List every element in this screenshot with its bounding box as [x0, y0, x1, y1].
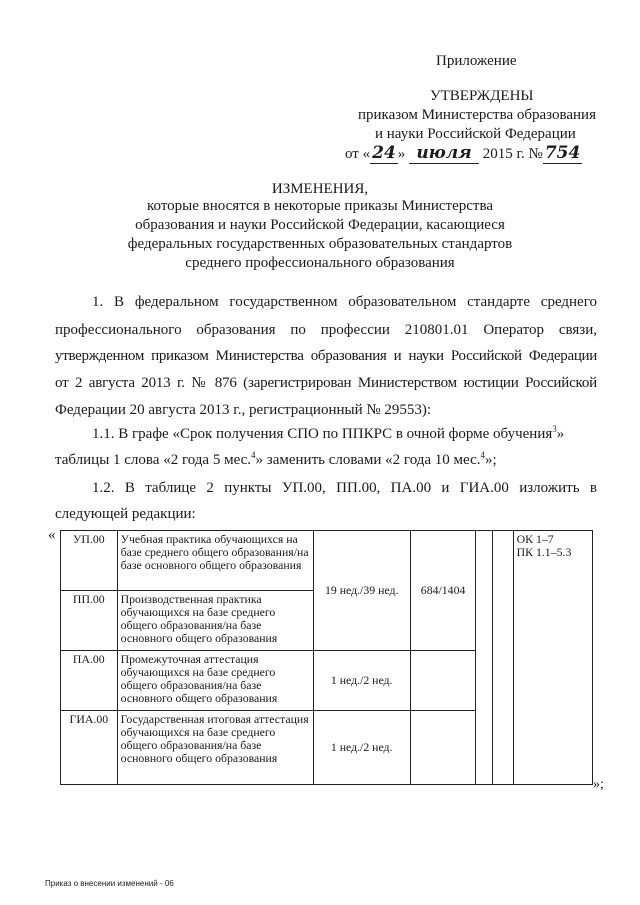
paragraph-1-2-line-2: следующей редакции: — [55, 506, 196, 522]
row-description: Промежуточная аттестация обучающихся на базе среднего общего образования/на базе основного общего образования — [117, 651, 313, 711]
row-code: ПП.00 — [61, 591, 118, 651]
order-line-2: и науки Российской Федерации — [375, 126, 576, 142]
footnote-ref-4b: 4 — [480, 450, 485, 460]
paragraph-1-2-line-1: 1.2. В таблице 2 пункты УП.00, ПП.00, ПА.00 и ГИА.00 изложить в — [92, 480, 597, 496]
p11-text-b: » — [556, 426, 565, 442]
date-year-suffix: 2015 г. № — [482, 146, 543, 162]
order-date-line — [345, 143, 582, 164]
p11-l2-text-a: таблицы 1 слова «2 года 5 мес. — [55, 452, 252, 468]
paragraph-1-line-2: профессионального образования по профессии 210801.01 Оператор связи, — [55, 322, 597, 338]
p11-text-a: 1.1. В графе «Срок получения СПО по ППКРС в очной форме обучения — [92, 426, 553, 442]
paragraph-1-line-5: Федерации 20 августа 2013 г., регистрационный № 29553): — [55, 402, 432, 418]
appendix-label: Приложение — [436, 53, 517, 69]
competencies-pk: ПК 1.1–5.3 — [516, 545, 572, 559]
empty-column-2 — [493, 531, 514, 785]
document-heading: ИЗМЕНЕНИЯ, — [271, 181, 369, 197]
empty-column-1 — [476, 531, 493, 785]
title-line-3: федеральных государственных образовательных стандартов — [127, 236, 513, 252]
competencies-ok: ОК 1–7 — [516, 532, 554, 546]
order-number-handwritten: 754 — [544, 143, 581, 163]
row-duration: 1 нед./2 нед. — [313, 711, 410, 785]
paragraph-1-line-4: от 2 августа 2013 г. № 876 (зарегистрирован Министерством юстиции Российской — [55, 375, 597, 391]
row-description: Производственная практика обучающихся на базе среднего общего образования/на базе основного общего образования — [117, 591, 313, 651]
row-duration: 19 нед./39 нед. — [313, 531, 410, 651]
curriculum-table — [60, 530, 593, 785]
row-code: ПА.00 — [61, 651, 118, 711]
paragraph-1-1-line-1 — [92, 426, 564, 443]
date-month-handwritten: июля — [409, 143, 479, 164]
table-open-quote: « — [48, 527, 56, 543]
date-quote-close: » — [397, 146, 406, 162]
title-line-4: среднего профессионального образования — [185, 255, 455, 271]
footer-file-name: Приказ о внесении изменений - 06 — [45, 879, 174, 888]
row-hours-empty — [410, 711, 476, 785]
p11-l2-text-b: » заменить словами «2 года 10 мес. — [255, 452, 481, 468]
row-description: Государственная итоговая аттестация обучающихся на базе среднего общего образования/на базе основного общего образования — [117, 711, 313, 785]
title-line-1: которые вносятся в некоторые приказы Министерства — [146, 198, 494, 214]
row-hours: 684/1404 — [410, 531, 476, 651]
approved-label: УТВЕРЖДЕНЫ — [430, 88, 534, 104]
row-competencies — [513, 531, 592, 785]
paragraph-1-1-line-2 — [55, 452, 497, 469]
footnote-ref-3: 3 — [552, 424, 557, 434]
row-code: УП.00 — [61, 531, 118, 591]
date-day-handwritten: 24 — [372, 143, 396, 163]
paragraph-1-line-1: 1. В федеральном государственном образовательном стандарте среднего — [92, 294, 597, 310]
p11-l2-text-c: »; — [485, 452, 497, 468]
row-duration: 1 нед./2 нед. — [313, 651, 410, 711]
date-prefix: от « — [345, 146, 371, 162]
table-row — [61, 531, 593, 591]
row-code: ГИА.00 — [61, 711, 118, 785]
paragraph-1-line-3: утвержденном приказом Министерства образования и науки Российской Федерации — [55, 348, 597, 364]
order-line-1: приказом Министерства образования — [358, 107, 596, 123]
table-close-quote: »; — [593, 777, 604, 792]
footnote-ref-4a: 4 — [251, 450, 256, 460]
title-line-2: образования и науки Российской Федерации, касающиеся — [135, 217, 505, 233]
row-hours-empty — [410, 651, 476, 711]
row-description: Учебная практика обучающихся на базе среднего общего образования/на базе основного общего образования — [117, 531, 313, 591]
